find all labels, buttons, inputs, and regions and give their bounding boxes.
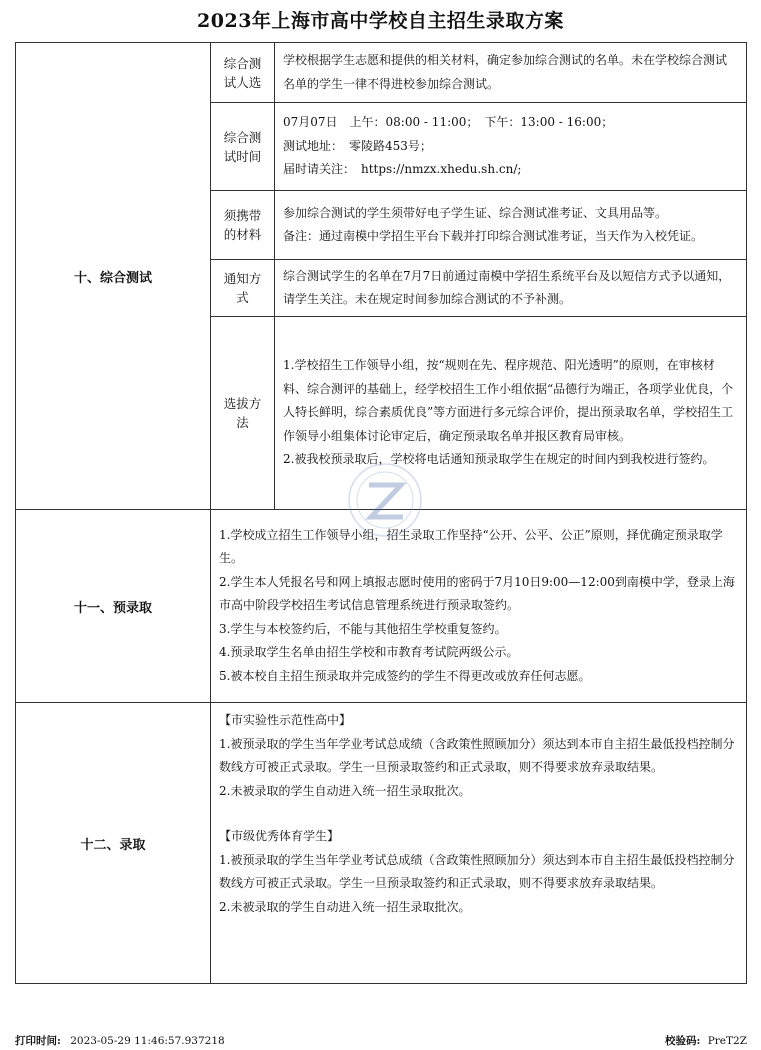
content-line: 综合测试学生的名单在7月7日前通过南模中学招生系统平台及以短信方式予以通知，请学生关注。未在规定时间参加综合测试的不予补测。 <box>283 268 731 306</box>
row-label-selection: 选拔方法 <box>211 317 275 510</box>
content-line: 5.被本校自主招生预录取并完成签约的学生不得更改或放弃任何志愿。 <box>219 668 591 683</box>
content-line: 1.被预录取的学生当年学业考试总成绩（含政策性照顾加分）须达到本市自主招生最低投档控制分数线方可被正式录取。学生一旦预录取签约和正式录取，则不得要求放弃录取结果。 <box>219 852 735 890</box>
section-label-pre-admission: 十一、预录取 <box>16 510 211 703</box>
content-line: 2.学生本人凭报名号和网上填报志愿时使用的密码于7月10日9:00—12:00到南模中学，登录上海市高中阶段学校招生考试信息管理系统进行预录取签约。 <box>219 574 735 613</box>
check-code <box>665 1033 747 1048</box>
content-line: 参加综合测试的学生须带好电子学生证、综合测试准考证、文具用品等。 <box>283 205 668 220</box>
group-heading: 【市实验性示范性高中】 <box>219 713 352 727</box>
section-content-admission <box>211 703 747 984</box>
section-content-pre-admission <box>211 510 747 703</box>
content-line: 1.学校招生工作领导小组，按“规则在先、程序规范、阳光透明”的原则，在审核材料、综合测评的基础上，经学校招生工作小组依据“品德行为端正，各项学业优良，个人特长鲜明，综合素质优良”等方面进行多元综合评价，提出预录取名单，学校招生工作领导小组集体讨论审定后，确定预录取名单并报区教育局审核。 <box>283 358 734 443</box>
print-time-value: 2023-05-29 11:46:57.937218 <box>70 1035 225 1047</box>
content-line: 07月07日 上午：08:00 - 11:00； 下午：13:00 - 16:00； <box>283 115 614 130</box>
content-line: 1.被预录取的学生当年学业考试总成绩（含政策性照顾加分）须达到本市自主招生最低投档控制分数线方可被正式录取。学生一旦预录取签约和正式录取，则不得要求放弃录取结果。 <box>219 736 735 774</box>
check-code-label: 校验码: <box>664 1035 701 1047</box>
section-label-admission: 十二、录取 <box>16 703 211 984</box>
row-label-notification: 通知方式 <box>211 260 275 317</box>
content-line: 2.未被录取的学生自动进入统一招生录取批次。 <box>219 899 471 914</box>
content-line: 4.预录取学生名单由招生学校和市教育考试院两级公示。 <box>219 645 519 660</box>
content-line: 备注：通过南模中学招生平台下载并打印综合测试准考证，当天作为入校凭证。 <box>283 229 704 243</box>
row-label-test-time: 综合测试时间 <box>211 103 275 191</box>
check-code-value: PreT2Z <box>707 1035 747 1047</box>
row-label-candidates: 综合测试人选 <box>211 43 275 103</box>
row-content-materials <box>275 191 747 260</box>
content-line: 测试地址： 零陵路453号； <box>283 138 432 153</box>
row-content-notification <box>275 260 747 317</box>
content-line: 2.未被录取的学生自动进入统一招生录取批次。 <box>219 783 471 798</box>
content-line: 3.学生与本校签约后，不能与其他招生学校重复签约。 <box>219 621 507 636</box>
content-line: 届时请关注： https://nmzx.xhedu.sh.cn/; <box>283 162 522 177</box>
content-line: 2.被我校预录取后，学校将电话通知预录取学生在规定的时间内到我校进行签约。 <box>283 452 715 467</box>
print-time <box>15 1033 225 1048</box>
group-heading: 【市级优秀体育学生】 <box>219 829 340 843</box>
content-line: 1.学校成立招生工作领导小组，招生录取工作坚持“公开、公平、公正”原则，择优确定预录取学生。 <box>219 527 723 566</box>
section-label-comprehensive-test: 十、综合测试 <box>16 43 211 510</box>
print-time-label: 打印时间: <box>15 1035 61 1047</box>
row-content-test-time <box>275 103 747 191</box>
watermark-emblem <box>345 455 425 545</box>
content-line: 学校根据学生志愿和提供的相关材料，确定参加综合测试的名单。未在学校综合测试名单的学生一律不得进校参加综合测试。 <box>283 53 728 91</box>
page-title: 2023年上海市高中学校自主招生录取方案 <box>197 10 564 32</box>
row-label-materials: 须携带的材料 <box>211 191 275 260</box>
row-content-candidates <box>275 43 747 103</box>
